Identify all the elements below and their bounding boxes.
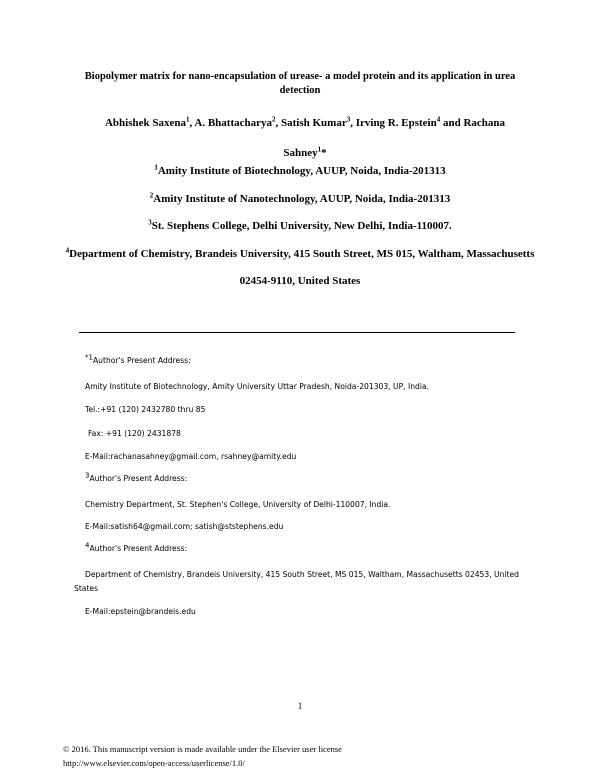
affiliation-sup: 1: [154, 163, 158, 172]
author-sep: ,: [275, 117, 281, 129]
footnote-sup: 4: [85, 541, 90, 550]
footnote-4-email: E-Mail:epstein@brandeis.edu: [85, 607, 196, 616]
page-number: 1: [297, 701, 303, 711]
author-name: Abhishek Saxena: [104, 117, 186, 129]
author-sep: and: [440, 117, 464, 129]
license-text: © 2016. This manuscript version is made available under the Elsevier user license: [63, 744, 342, 754]
license-footer: [63, 742, 543, 770]
author-sep: *: [321, 147, 327, 159]
author-sup: 2: [272, 115, 276, 124]
author-name: Satish Kumar: [281, 117, 347, 129]
footnote-text: Author's Present Address:: [92, 356, 191, 365]
footnote-4-heading: [85, 541, 188, 553]
footnote-4-address: Department of Chemistry, Brandeis University, 415 South Street, MS 015, Waltham, Massachusetts 02453, United States: [74, 570, 519, 593]
footnote-sup: 3: [85, 471, 90, 480]
footnote-1-fax: Fax: +91 (120) 2431878: [88, 429, 181, 438]
affiliation-1: [60, 165, 540, 177]
footnote-1-address: Amity Institute of Biotechnology, Amity University Uttar Pradesh, Noida-201303, UP, India.: [85, 382, 430, 391]
footnote-divider: [79, 332, 515, 333]
footnote-3-address: Chemistry Department, St. Stephen's College, University of Delhi-110007, India.: [85, 500, 391, 509]
author-name: Irving R. Epstein: [355, 117, 437, 129]
footnote-1-tel: Tel.:+91 (120) 2432780 thru 85: [85, 405, 206, 414]
affiliation-text: Amity Institute of Nanotechnology, AUUP, Noida, India-201313: [153, 193, 451, 205]
affiliation-sup: 2: [149, 191, 154, 200]
author-list: [90, 108, 520, 168]
footnote-1-heading: [85, 353, 191, 365]
affiliation-3: [60, 220, 540, 232]
author-sup: 3: [346, 115, 351, 124]
affiliation-text: St. Stephens College, Delhi University, New Delhi, India-110007.: [151, 220, 452, 232]
footnote-text: Author's Present Address:: [89, 544, 188, 553]
author-sup: 4: [436, 115, 441, 124]
footnote-3-email: E-Mail:satish64@gmail.com; satish@ststephens.edu: [85, 522, 284, 531]
affiliation-4: [60, 241, 540, 295]
author-sep: ,: [189, 117, 195, 129]
author-sep: ,: [350, 117, 356, 129]
author-sup: 1: [317, 145, 322, 154]
footnote-sup: *1: [85, 353, 93, 362]
license-url[interactable]: http://www.elsevier.com/open-access/userlicense/1.0/: [63, 758, 245, 768]
author-name: Rachana Sahney: [283, 117, 506, 159]
footnote-3-heading: [85, 471, 188, 483]
affiliation-text: Amity Institute of Biotechnology, AUUP, Noida, India-201313: [157, 165, 446, 177]
affiliation-sup: 4: [65, 246, 70, 255]
author-name: A. Bhattacharya: [194, 117, 272, 129]
author-sup: 1: [185, 115, 190, 124]
footnote-text: Author's Present Address:: [89, 474, 188, 483]
affiliation-text: Department of Chemistry, Brandeis University, 415 South Street, MS 015, Waltham, Massachusetts 02454-9110, United States: [69, 248, 535, 287]
affiliation-sup: 3: [148, 218, 152, 227]
footnote-1-email: E-Mail:rachanasahney@gmail.com, rsahney@amity.edu: [85, 452, 297, 461]
paper-title: Biopolymer matrix for nano-encapsulation of urease- a model protein and its application in urea detection: [84, 71, 516, 96]
affiliation-2: [60, 193, 540, 205]
